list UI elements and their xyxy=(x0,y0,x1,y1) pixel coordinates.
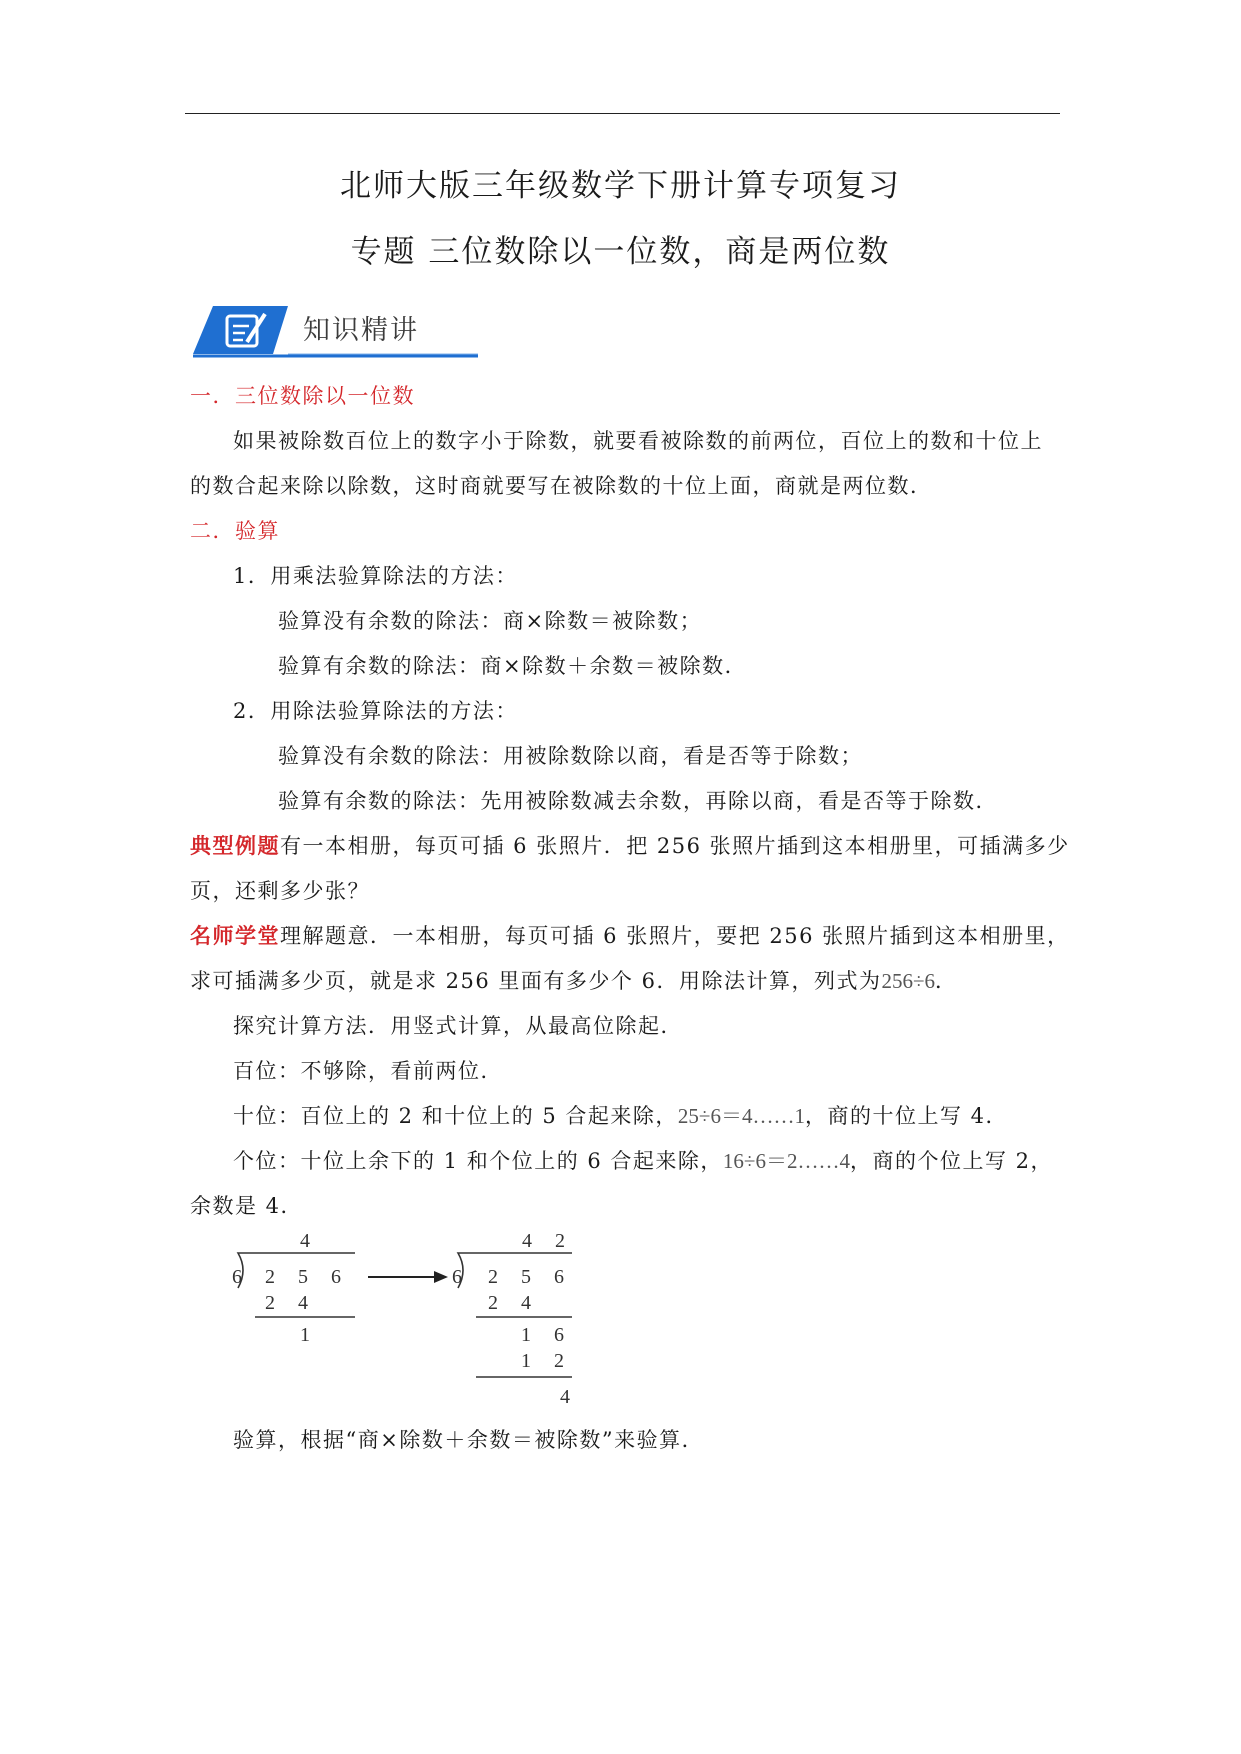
quotient-digit: 4 xyxy=(300,1230,310,1252)
long-division-diagram xyxy=(220,1225,600,1429)
example-line-2: 页，还剩多少张？ xyxy=(190,879,370,903)
example-label: 典型例题 xyxy=(190,833,280,858)
example-text-1: 有一本相册，每页可插 6 张照片．把 256 张照片插到这本相册里，可插满多少 xyxy=(280,834,1070,858)
product-digit: 2 xyxy=(554,1350,564,1372)
dividend-digit: 6 xyxy=(554,1266,564,1288)
ones-text-b: ，商的个位上写 2， xyxy=(849,1149,1053,1173)
hundreds-line: 百位：不够除，看前两位． xyxy=(233,1059,503,1083)
explore-line: 探究计算方法．用竖式计算，从最高位除起． xyxy=(233,1014,683,1038)
page-title: 北师大版三年级数学下册计算专项复习 xyxy=(340,168,901,204)
quotient-digit: 2 xyxy=(555,1230,565,1252)
remainder-digit: 4 xyxy=(560,1386,570,1408)
tens-text-a: 十位：百位上的 2 和十位上的 5 合起来除， xyxy=(233,1104,678,1128)
formula-256-div-6: 256÷6 xyxy=(881,969,935,993)
check-line: 验算，根据“商×除数＋余数＝被除数”来验算． xyxy=(233,1428,705,1452)
check-method-2b: 验算有余数的除法：先用被除数减去余数，再除以商，看是否等于除数． xyxy=(278,789,998,813)
teacher-text-1: 理解题意．一本相册，每页可插 6 张照片，要把 256 张照片插到这本相册里， xyxy=(280,924,1070,948)
check-method-2: 2．用除法验算除法的方法： xyxy=(233,699,518,723)
tens-line xyxy=(233,1100,1008,1130)
product-digit: 2 xyxy=(265,1292,275,1314)
product-digit: 2 xyxy=(488,1292,498,1314)
check-method-1: 1．用乘法验算除法的方法： xyxy=(233,564,518,588)
quotient-digit: 4 xyxy=(522,1230,532,1252)
dividend-digit: 5 xyxy=(298,1266,308,1288)
dividend-digit: 5 xyxy=(521,1266,531,1288)
dividend-digit: 2 xyxy=(488,1266,498,1288)
product-digit: 4 xyxy=(298,1292,308,1314)
bring-down-digit: 6 xyxy=(554,1324,564,1346)
section1-heading: 一．三位数除以一位数 xyxy=(190,384,415,408)
divisor: 6 xyxy=(452,1266,462,1288)
ones-text-a: 个位：十位上余下的 1 和个位上的 6 合起来除， xyxy=(233,1149,723,1173)
section1-para-2: 的数合起来除以除数，这时商就要写在被除数的十位上面，商就是两位数． xyxy=(190,474,933,498)
section1-para-1: 如果被除数百位上的数字小于除数，就要看被除数的前两位，百位上的数和十位上 xyxy=(233,429,1043,453)
teacher-text-2: 求可插满多少页，就是求 256 里面有多少个 6．用除法计算，列式为 xyxy=(190,969,882,993)
teacher-line-1 xyxy=(190,920,1070,950)
teacher-label: 名师学堂 xyxy=(190,923,280,948)
product-digit: 4 xyxy=(521,1292,531,1314)
dividend-digit: 6 xyxy=(331,1266,341,1288)
check-method-1b: 验算有余数的除法：商×除数＋余数＝被除数． xyxy=(278,654,748,678)
bring-down-digit: 1 xyxy=(521,1324,531,1346)
tens-text-b: ，商的十位上写 4． xyxy=(804,1104,1008,1128)
long-division-step-2 xyxy=(452,1230,572,1408)
header-rule xyxy=(185,113,1060,114)
check-method-2a: 验算没有余数的除法：用被除数除以商，看是否等于除数； xyxy=(278,744,863,768)
page-subtitle: 专题 三位数除以一位数，商是两位数 xyxy=(350,234,891,270)
formula-25-div-6: 25÷6＝4……1 xyxy=(677,1104,805,1128)
arrow-icon xyxy=(368,1271,448,1283)
formula-16-div-6: 16÷6＝2……4 xyxy=(722,1149,850,1173)
remainder-digit: 1 xyxy=(300,1324,310,1346)
banner-label: 知识精讲 xyxy=(303,315,419,346)
teacher-text-2-end: ． xyxy=(935,969,958,993)
product-digit: 1 xyxy=(521,1350,531,1372)
long-division-step-1 xyxy=(232,1230,355,1346)
ones-line xyxy=(233,1145,1053,1175)
divisor: 6 xyxy=(232,1266,242,1288)
section2-heading: 二．验算 xyxy=(190,519,280,543)
teacher-line-2 xyxy=(190,965,958,995)
example-line-1 xyxy=(190,830,1070,860)
ones-line-2: 余数是 4． xyxy=(190,1194,304,1218)
check-method-1a: 验算没有余数的除法：商×除数＝被除数； xyxy=(278,609,703,633)
dividend-digit: 2 xyxy=(265,1266,275,1288)
